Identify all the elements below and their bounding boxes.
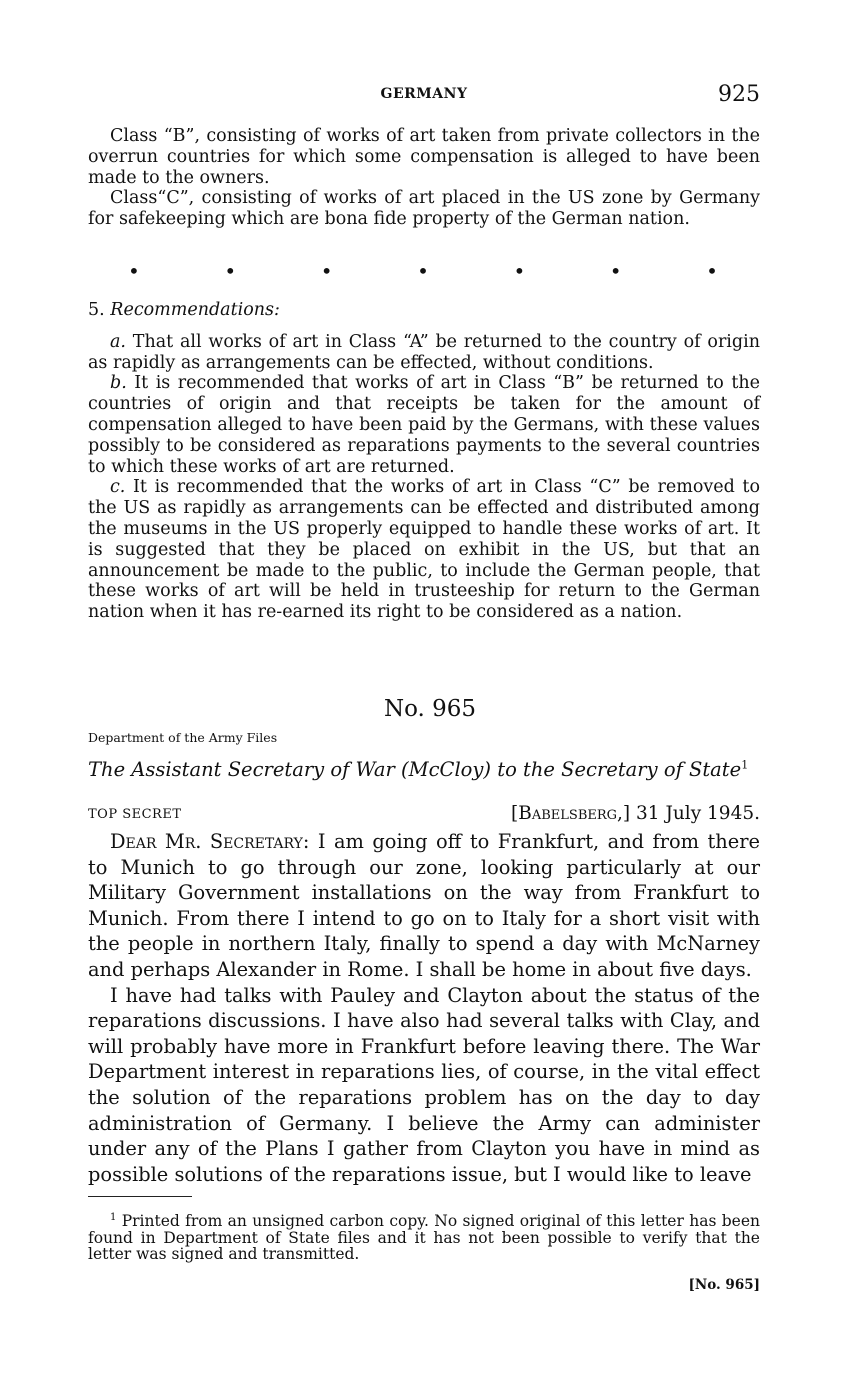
class-list	[88, 126, 760, 230]
footnote-reference: 1	[741, 758, 749, 772]
salutation: Dear Mr. Secretary:	[110, 830, 310, 853]
dateline: [Babelsberg,] 31 July 1945.	[511, 803, 760, 824]
ellipsis-dot: •	[706, 259, 718, 283]
ellipsis-dot: •	[513, 259, 526, 283]
footnote-rule	[88, 1196, 192, 1197]
recommendation-b: b. It is recommended that works of art in Class “B” be returned to the countries of origin and that receipts be taken for the amount of compensation alleged to have been paid by the Germans, with these values possibly to be considered as reparations payments to the several countries to which these works of art are returned.	[88, 373, 760, 477]
recommendations-section	[88, 300, 760, 623]
letter-paragraph-2: I have had talks with Pauley and Clayton about the status of the reparations discussions. I have also had several talks with Clay, and will probably have more in Frankfurt before leaving there. The War Department interest in reparations lies, of course, in the vital effect the solution of the reparations problem has on the day to day administration of Germany. I believe the Army can administer under any of the Plans I gather from Clayton you have in mind as possible solutions of the reparations issue, but I would like to leave	[88, 983, 760, 1186]
ellipsis-dot: •	[609, 259, 622, 283]
ellipsis-dot: •	[128, 259, 140, 283]
ellipsis-dots	[128, 259, 718, 283]
recommendations-heading: 5. Recommendations:	[88, 300, 280, 320]
document-number: No. 965	[383, 696, 477, 722]
class-b-paragraph: Class “B”, consisting of works of art taken from private collectors in the overrun countries for which some compensation is alleged to have been made to the owners.	[88, 126, 760, 188]
classification-line	[88, 803, 760, 827]
ellipsis-dot: •	[224, 259, 237, 283]
footnote	[88, 1210, 760, 1263]
classification: TOP SECRET	[88, 807, 182, 822]
footnote-text: Printed from an unsigned carbon copy. No signed original of this letter has been found in Department of State files and it has not been possible to verify that the letter was signed and transmitted.	[88, 1212, 760, 1264]
document-title: The Assistant Secretary of War (McCloy) to the Secretary of State$^1$	[88, 758, 749, 781]
recommendation-a: a. That all works of art in Class “A” be returned to the country of origin as rapidly as arrangements can be effected, without conditions.	[88, 331, 760, 373]
page-header	[88, 82, 760, 110]
footnote-mark: 1	[110, 1212, 117, 1223]
ellipsis-dot: •	[320, 259, 333, 283]
page-number: 925	[718, 82, 760, 107]
letter-paragraph-1: Dear Mr. Secretary: I am going off to Frankfurt, and from there to Munich to go through our zone, looking particularly at our Military Government installations on the way from Frankfurt to Munich. From there I intend to go on to Italy for a short visit with the people in northern Italy, finally to spend a day with McNarney and perhaps Alexander in Rome. I shall be home in about five days.	[88, 830, 760, 981]
document-reference: [No. 965]	[688, 1277, 760, 1293]
document-source: Department of the Army Files	[88, 730, 278, 745]
ellipsis-dot: •	[417, 259, 429, 283]
letter-body	[88, 829, 760, 1187]
class-c-paragraph: Class“C”, consisting of works of art placed in the US zone by Germany for safekeeping which are bona fide property of the German nation.	[88, 188, 760, 230]
recommendation-c: c. It is recommended that the works of art in Class “C” be removed to the US as rapidly as arrangements can be effected and distributed among the museums in the US properly equipped to handle these works of art. It is suggested that they be placed on exhibit in the US, but that an announcement be made to the public, to include the German people, that these works of art will be held in trusteeship for return to the German nation when it has re-earned its right to be considered as a nation.	[88, 477, 760, 623]
running-title: GERMANY	[380, 86, 468, 102]
